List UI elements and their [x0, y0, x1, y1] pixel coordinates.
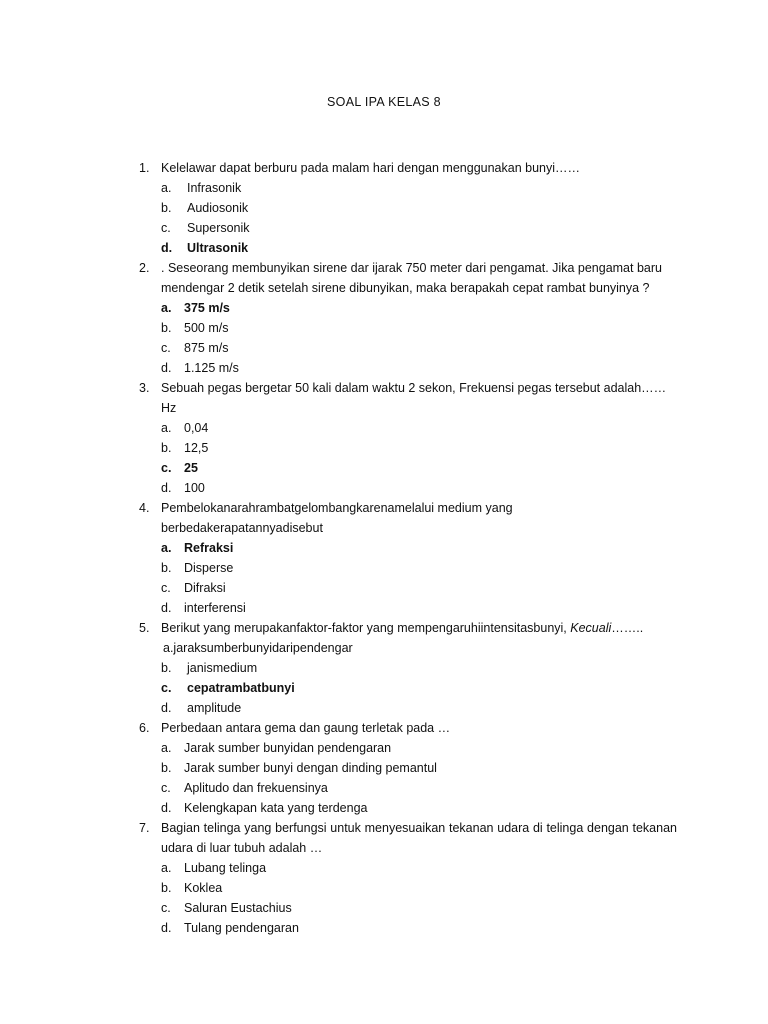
question-number: 1. [139, 161, 150, 175]
option-text: cepatrambatbunyi [187, 681, 295, 695]
option-text: Refraksi [184, 541, 234, 555]
option-text: Supersonik [187, 221, 250, 235]
option-text: 500 m/s [184, 321, 229, 335]
option-2c [0, 338, 768, 358]
option-text: 12,5 [184, 441, 209, 455]
option-letter: b. [161, 441, 172, 455]
question-4 [0, 498, 768, 538]
option-4d [0, 598, 768, 618]
option-3d [0, 478, 768, 498]
option-letter: c. [161, 581, 171, 595]
option-text: 25 [184, 461, 198, 475]
option-text: Audiosonik [187, 201, 249, 215]
option-letter: d. [161, 921, 172, 935]
option-letter: c. [161, 341, 171, 355]
option-text: Jarak sumber bunyidan pendengaran [184, 741, 392, 755]
question-number: 4. [139, 501, 150, 515]
question-5 [0, 618, 768, 638]
option-text: Kelengkapan kata yang terdenga [184, 801, 368, 815]
option-text: Ultrasonik [187, 241, 249, 255]
option-letter: d. [161, 701, 172, 715]
option-text: Infrasonik [187, 181, 242, 195]
question-text: Perbedaan antara gema dan gaung terletak pada … [161, 721, 451, 735]
option-6a [0, 738, 768, 758]
option-text: Saluran Eustachius [184, 901, 292, 915]
option-text: Disperse [184, 561, 234, 575]
question-text-end: …….. [611, 621, 644, 635]
option-text: janismedium [187, 661, 258, 675]
option-letter: a. [161, 421, 172, 435]
question-1 [0, 158, 768, 178]
question-text-main: Berikut yang merupakanfaktor-faktor yang mempengaruhiintensitasbunyi, [161, 621, 571, 635]
option-2b [0, 318, 768, 338]
question-list [0, 158, 768, 938]
option-7c [0, 898, 768, 918]
option-text: Tulang pendengaran [184, 921, 299, 935]
option-letter: c. [161, 221, 171, 235]
option-1b [0, 198, 768, 218]
option-letter: c. [161, 901, 171, 915]
option-1d [0, 238, 768, 258]
option-letter: a. [161, 301, 172, 315]
question-text: Bagian telinga yang berfungsi untuk menyesuaikan tekanan udara di telinga dengan tekanan udara di luar tubuh adalah … [161, 821, 677, 855]
option-letter: a. [161, 181, 172, 195]
option-text: Jarak sumber bunyi dengan dinding pemantul [184, 761, 437, 775]
option-text: 375 m/s [184, 301, 230, 315]
option-7b [0, 878, 768, 898]
question-number: 7. [139, 821, 150, 835]
option-text: amplitude [187, 701, 242, 715]
option-text: 100 [184, 481, 205, 495]
option-1c [0, 218, 768, 238]
option-6c [0, 778, 768, 798]
option-6b [0, 758, 768, 778]
option-text: Koklea [184, 881, 223, 895]
option-2a [0, 298, 768, 318]
option-4a [0, 538, 768, 558]
option-7d [0, 918, 768, 938]
option-letter: b. [161, 661, 172, 675]
question-3 [0, 378, 768, 418]
question-text [161, 618, 677, 638]
option-letter: a. [161, 861, 172, 875]
option-letter: c. [161, 461, 172, 475]
option-letter: d. [161, 601, 172, 615]
option-letter: d. [161, 361, 172, 375]
option-text: Aplitudo dan frekuensinya [184, 781, 328, 795]
option-text: interferensi [184, 601, 246, 615]
question-6 [0, 718, 768, 738]
option-5d [0, 698, 768, 718]
option-letter: d. [161, 801, 172, 815]
question-text: Kelelawar dapat berburu pada malam hari dengan menggunakan bunyi…… [161, 161, 581, 175]
question-number: 3. [139, 381, 150, 395]
option-3a [0, 418, 768, 438]
option-letter: d. [161, 241, 173, 255]
option-letter: a. [161, 541, 172, 555]
option-letter: b. [161, 321, 172, 335]
option-letter: a. [161, 741, 172, 755]
option-letter: d. [161, 481, 172, 495]
option-6d [0, 798, 768, 818]
question-text: Sebuah pegas bergetar 50 kali dalam waktu 2 sekon, Frekuensi pegas tersebut adalah……Hz [161, 381, 667, 415]
question-2 [0, 258, 768, 298]
option-letter: b. [161, 881, 172, 895]
question-number: 2. [139, 261, 150, 275]
option-text: 0,04 [184, 421, 209, 435]
option-letter: b. [161, 201, 172, 215]
question-7 [0, 818, 768, 858]
question-text: . Seseorang membunyikan sirene dar ijarak 750 meter dari pengamat. Jika pengamat baru mendengar 2 detik setelah sirene dibunyikan, maka berapakah cepat rambat bunyinya ? [161, 261, 662, 295]
option-letter: c. [161, 681, 172, 695]
question-number: 6. [139, 721, 150, 735]
option-4b [0, 558, 768, 578]
option-1a [0, 178, 768, 198]
option-2d [0, 358, 768, 378]
option-5c [0, 678, 768, 698]
option-text: Difraksi [184, 581, 226, 595]
option-3c [0, 458, 768, 478]
question-number: 5. [139, 621, 150, 635]
option-text: a.jaraksumberbunyidaripendengar [163, 641, 353, 655]
option-text: 875 m/s [184, 341, 229, 355]
option-letter: b. [161, 761, 172, 775]
option-7a [0, 858, 768, 878]
option-text: 1.125 m/s [184, 361, 239, 375]
question-text-italic: Kecuali [570, 621, 612, 635]
option-5a [0, 638, 768, 658]
option-4c [0, 578, 768, 598]
question-text: Pembelokanarahrambatgelombangkarenamelalui medium yang berbedakerapatannyadisebut [161, 501, 513, 535]
option-3b [0, 438, 768, 458]
option-letter: b. [161, 561, 172, 575]
option-text: Lubang telinga [184, 861, 267, 875]
document-title: SOAL IPA KELAS 8 [327, 95, 441, 109]
option-letter: c. [161, 781, 171, 795]
option-5b [0, 658, 768, 678]
